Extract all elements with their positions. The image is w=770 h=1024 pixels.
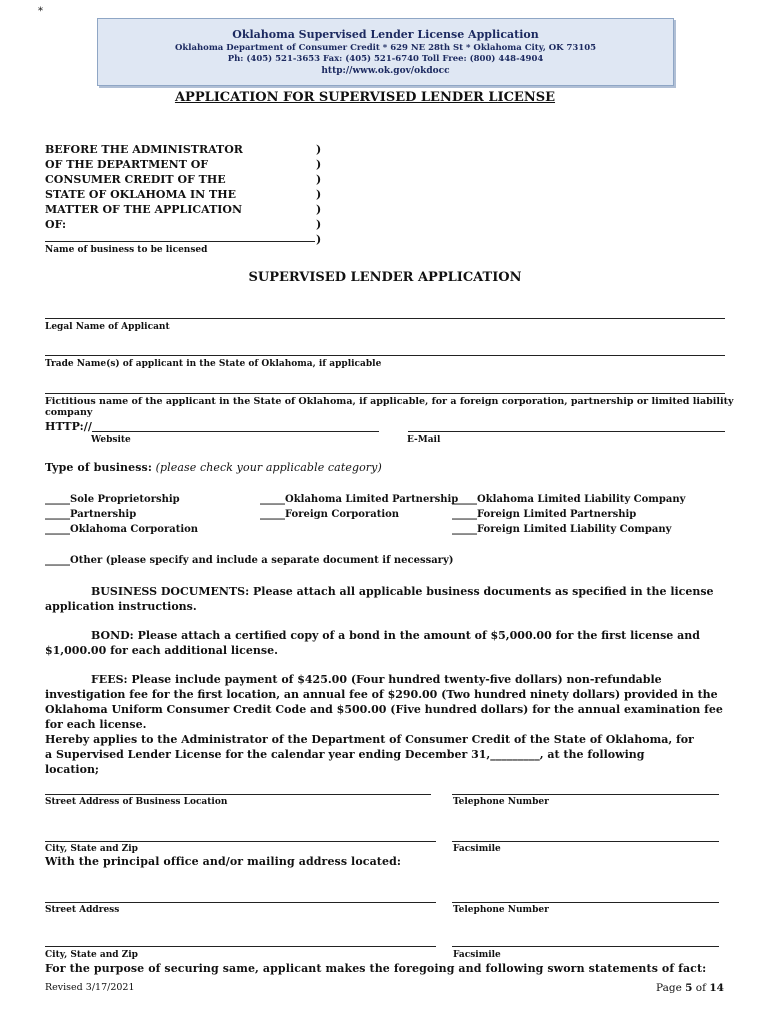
paren: ) (316, 188, 322, 201)
telephone1-line[interactable] (452, 794, 719, 795)
business-type-label: Type of business: (45, 461, 152, 474)
legal-name-line[interactable] (45, 318, 725, 319)
business-type-heading (45, 461, 382, 474)
page-current: 5 (685, 982, 693, 994)
paren: ) (316, 203, 322, 216)
checkbox-option[interactable]: _____Foreign Corporation (260, 509, 400, 520)
business-name-label: Name of business to be licensed (45, 245, 208, 255)
legal-name-label: Legal Name of Applicant (45, 322, 170, 332)
city1-label: City, State and Zip (45, 844, 138, 854)
email-label: E-Mail (407, 435, 441, 445)
street-business-label: Street Address of Business Location (45, 797, 228, 807)
business-docs-paragraph: BUSINESS DOCUMENTS: Please attach all applicable business documents as specified in the license application instructions. (45, 585, 714, 613)
fees-paragraph: FEES: Please include payment of $425.00 (Four hundred twenty-five dollars) non-refundable investigation fee for the first location, an annual fee of $290.00 (Two hundred ninety dollars) provided in the Oklahoma Uniform Consumer Credit Code and $500.00 (Five hundred dollars) for the annual examination fee for each license. (45, 673, 723, 731)
caption-line: MATTER OF THE APPLICATION (45, 203, 243, 216)
caption-line: CONSUMER CREDIT OF THE (45, 173, 226, 186)
business-type-other[interactable]: _____Other (please specify and include a separate document if necessary) (45, 555, 454, 566)
caption-line: BEFORE THE ADMINISTRATOR (45, 143, 243, 156)
trade-names-label: Trade Name(s) of applicant in the State of Oklahoma, if applicable (45, 359, 382, 369)
caption-block (45, 142, 243, 232)
email-line[interactable] (408, 431, 725, 432)
page-number (656, 982, 724, 994)
facsimile2-line[interactable] (452, 946, 719, 947)
paren: ) (316, 233, 322, 246)
star-mark: * (38, 6, 43, 17)
header-banner (97, 18, 674, 86)
page-prefix: Page (656, 982, 686, 994)
paren: ) (316, 173, 322, 186)
business-type-col1 (45, 492, 198, 537)
checkbox-option[interactable]: _____Oklahoma Corporation (45, 524, 199, 535)
paren: ) (316, 143, 322, 156)
page-of: of (692, 982, 710, 994)
street2-label: Street Address (45, 905, 120, 915)
checkbox-option[interactable]: _____Oklahoma Limited Partnership (260, 494, 459, 505)
fictitious-name-label: Fictitious name of the applicant in the State of Oklahoma, if applicable, for a foreign corporation, partnership or limited liability company (45, 396, 734, 418)
telephone2-label: Telephone Number (453, 905, 549, 915)
checkbox-option[interactable]: _____Foreign Limited Partnership (452, 509, 637, 520)
telephone1-label: Telephone Number (453, 797, 549, 807)
caption-line: OF THE DEPARTMENT OF (45, 158, 209, 171)
business-type-col3 (452, 492, 685, 537)
facsimile1-line[interactable] (452, 841, 719, 842)
telephone2-line[interactable] (452, 902, 719, 903)
city1-line[interactable] (45, 841, 436, 842)
header-url[interactable]: http://www.ok.gov/okdocc (321, 66, 450, 76)
page-total: 14 (709, 982, 724, 994)
checkbox-option[interactable]: _____Foreign Limited Liability Company (452, 524, 672, 535)
facsimile2-label: Facsimile (453, 950, 501, 960)
website-label: Website (91, 435, 131, 445)
sworn-statement-text: For the purpose of securing same, applicant makes the foregoing and following sworn statements of fact: (45, 962, 707, 975)
city2-label: City, State and Zip (45, 950, 138, 960)
http-label: HTTP:// (45, 420, 93, 433)
header-address: Oklahoma Department of Consumer Credit * 629 NE 28th St * Oklahoma City, OK 73105 (174, 43, 597, 53)
fictitious-name-line[interactable] (45, 393, 725, 394)
hereby-paragraph: Hereby applies to the Administrator of the Department of Consumer Credit of the State of Oklahoma, for a Supervised Lender License for the calendar year ending December 31,_________, at the following location; (45, 733, 694, 776)
city2-line[interactable] (45, 946, 436, 947)
revised-date: Revised 3/17/2021 (45, 982, 135, 993)
principal-office-text: With the principal office and/or mailing address located: (45, 855, 402, 868)
trade-names-line[interactable] (45, 355, 725, 356)
main-title: APPLICATION FOR SUPERVISED LENDER LICENSE (174, 90, 556, 105)
paren: ) (316, 218, 322, 231)
section-title: SUPERVISED LENDER APPLICATION (248, 270, 522, 285)
header-title: Oklahoma Supervised Lender License Application (232, 28, 539, 41)
bond-paragraph: BOND: Please attach a certified copy of a bond in the amount of $5,000.00 for the first license and $1,000.00 for each additional license. (45, 629, 700, 657)
checkbox-option[interactable]: _____Sole Proprietorship (45, 494, 180, 505)
business-name-line[interactable] (45, 241, 315, 242)
business-type-hint: (please check your applicable category) (155, 461, 382, 474)
street-business-line[interactable] (45, 794, 431, 795)
facsimile1-label: Facsimile (453, 844, 501, 854)
checkbox-option[interactable]: _____Partnership (45, 509, 137, 520)
street2-line[interactable] (45, 902, 436, 903)
caption-line: STATE OF OKLAHOMA IN THE (45, 188, 237, 201)
business-type-col2 (260, 492, 458, 522)
checkbox-option[interactable]: _____Oklahoma Limited Liability Company (452, 494, 686, 505)
website-line[interactable] (92, 431, 379, 432)
caption-line: OF: (45, 218, 67, 231)
caption-parens (316, 142, 321, 247)
paren: ) (316, 158, 322, 171)
header-phones: Ph: (405) 521-3653 Fax: (405) 521-6740 Toll Free: (800) 448-4904 (227, 54, 544, 64)
